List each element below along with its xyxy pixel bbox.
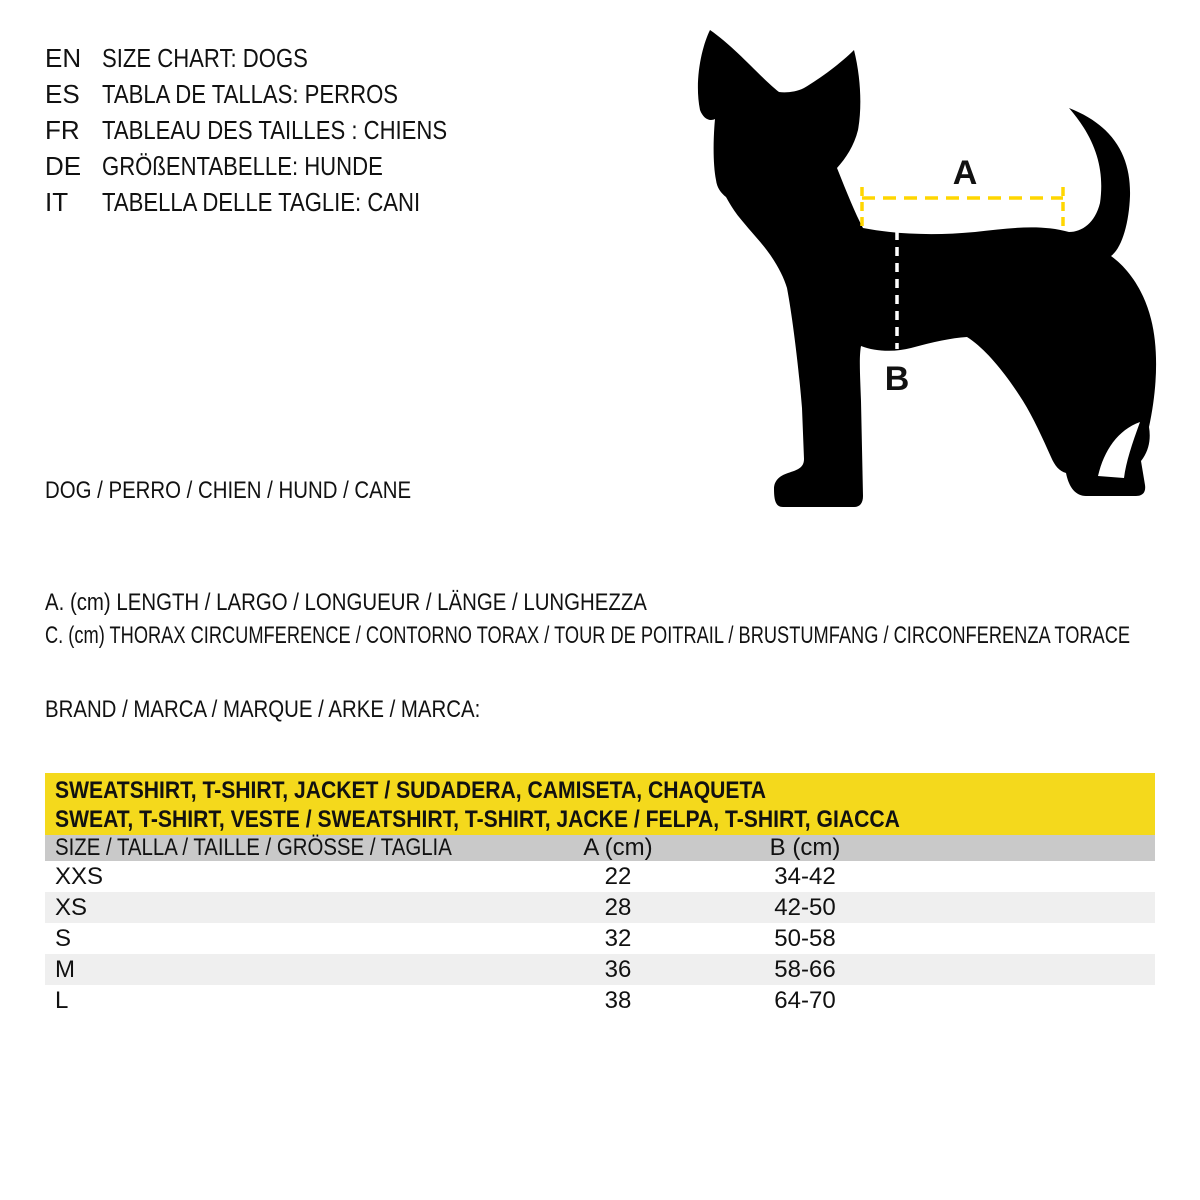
language-row bbox=[45, 148, 508, 184]
language-code: IT bbox=[45, 186, 69, 217]
length-cell: 28 bbox=[604, 894, 632, 921]
language-row bbox=[45, 40, 508, 76]
page-title-fr: TABLEAU DES TAILLES : CHIENS bbox=[102, 114, 448, 145]
thorax-cell: 42-50 bbox=[774, 894, 836, 921]
length-cell: 36 bbox=[604, 956, 632, 983]
size-cell: S bbox=[55, 925, 72, 952]
language-row bbox=[45, 112, 508, 148]
animal-label bbox=[45, 478, 476, 504]
column-header-b-cm: B (cm) bbox=[769, 834, 841, 861]
length-cell: 38 bbox=[604, 987, 632, 1014]
size-cell: XXS bbox=[55, 863, 104, 890]
table-row-xxs bbox=[45, 861, 1155, 892]
language-code: ES bbox=[45, 78, 80, 109]
legend-line-a: A. (cm) LENGTH / LARGO / LONGUEUR / LÄNGE / LUNGHEZZA bbox=[45, 589, 647, 616]
measurement-legend bbox=[45, 586, 1200, 652]
language-title-list bbox=[45, 40, 508, 220]
length-cell: 22 bbox=[604, 863, 632, 890]
legend-line-c: C. (cm) THORAX CIRCUMFERENCE / CONTORNO TORAX / TOUR DE POITRAIL / BRUSTUMFANG / CIRCONFERENZA TORACE bbox=[45, 622, 1131, 649]
language-row bbox=[45, 76, 508, 112]
language-code: EN bbox=[45, 42, 82, 73]
page-title-es: TABLA DE TALLAS: PERROS bbox=[102, 78, 399, 109]
table-header-row bbox=[45, 835, 1155, 861]
size-cell: M bbox=[55, 956, 75, 983]
size-cell: L bbox=[55, 987, 69, 1014]
page-title-it: TABELLA DELLE TAGLIE: CANI bbox=[102, 186, 421, 217]
column-header-a-cm: A (cm) bbox=[583, 834, 653, 861]
length-cell: 32 bbox=[604, 925, 632, 952]
table-row-l bbox=[45, 985, 1155, 1016]
dog-measurement-diagram bbox=[670, 18, 1190, 518]
thorax-cell: 64-70 bbox=[774, 987, 836, 1014]
thorax-cell: 34-42 bbox=[774, 863, 836, 890]
garment-banner bbox=[45, 773, 1155, 835]
garment-banner-line1: SWEATSHIRT, T-SHIRT, JACKET / SUDADERA, CAMISETA, CHAQUETA bbox=[55, 777, 767, 804]
dog-silhouette-icon bbox=[698, 30, 1156, 507]
column-header-size: SIZE / TALLA / TAILLE / GRÖSSE / TAGLIA bbox=[55, 834, 452, 861]
measure-a-label: A bbox=[952, 154, 978, 192]
table-row-xs bbox=[45, 892, 1155, 923]
page-title-de: GRÖßENTABELLE: HUNDE bbox=[102, 150, 383, 181]
animal-label-text: DOG / PERRO / CHIEN / HUND / CANE bbox=[45, 477, 412, 504]
language-code: FR bbox=[45, 114, 80, 145]
garment-banner-line2: SWEAT, T-SHIRT, VESTE / SWEATSHIRT, T-SHIRT, JACKE / FELPA, T-SHIRT, GIACCA bbox=[55, 806, 900, 833]
brand-line: BRAND / MARCA / MARQUE / ARKE / MARCA: bbox=[45, 696, 481, 723]
table-row-m bbox=[45, 954, 1155, 985]
thorax-cell: 50-58 bbox=[774, 925, 836, 952]
page-title: SIZE CHART: DOGS bbox=[102, 42, 308, 73]
language-code: DE bbox=[45, 150, 82, 181]
thorax-cell: 58-66 bbox=[774, 956, 836, 983]
size-cell: XS bbox=[55, 894, 88, 921]
language-row bbox=[45, 184, 508, 220]
measure-b-label: B bbox=[884, 360, 910, 398]
table-row-s bbox=[45, 923, 1155, 954]
